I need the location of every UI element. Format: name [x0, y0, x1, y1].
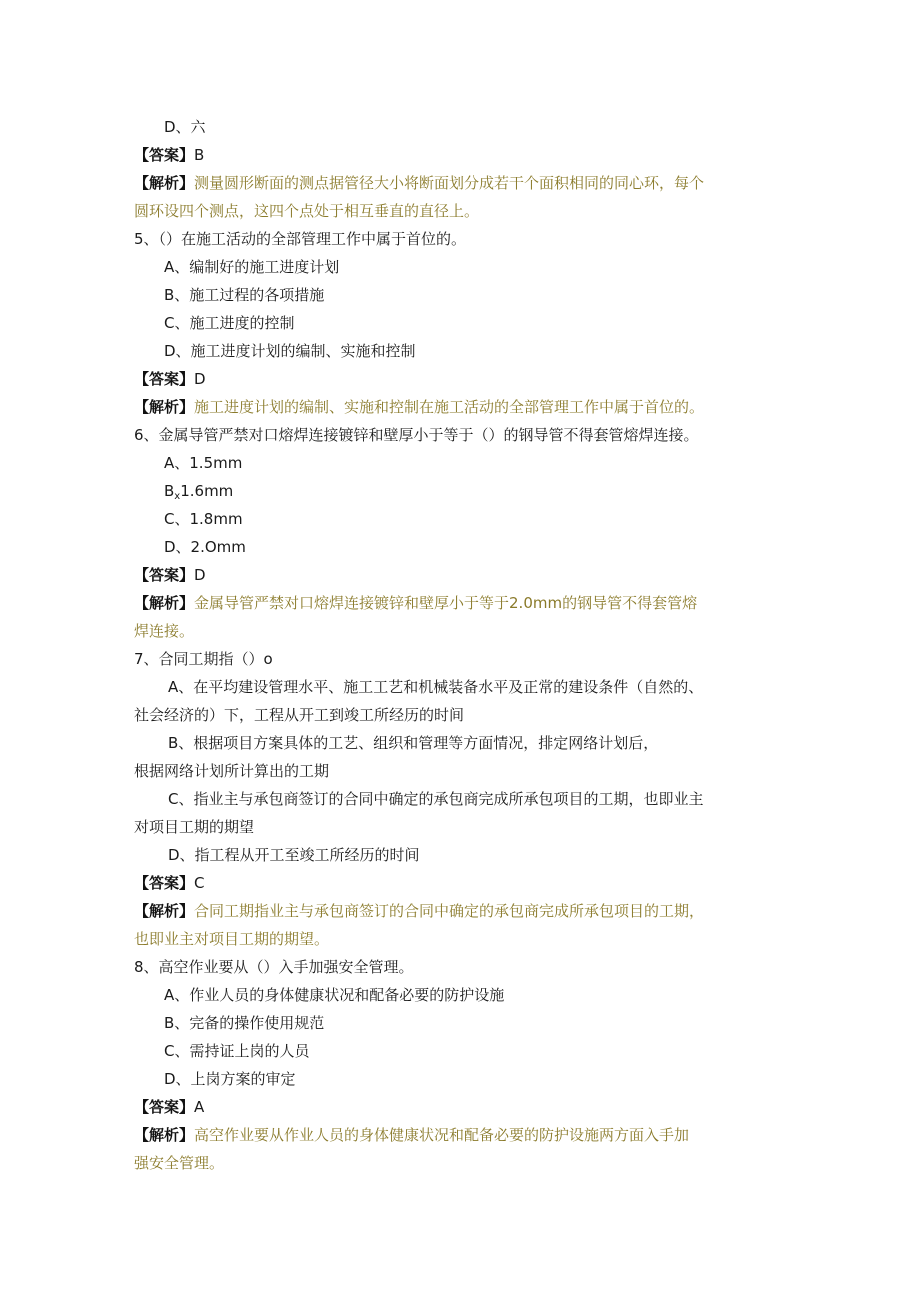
q6-option-b-letter: B — [164, 482, 175, 500]
explanation-label: 【解析】 — [134, 174, 195, 192]
q8-answer-line — [134, 1097, 204, 1117]
q8-explanation-text-1: 高空作业要从作业人员的身体健康状况和配备必要的防护设施两方面入手加 — [194, 1126, 690, 1144]
q4-explanation-text-1: 测量圆形断面的测点据管径大小将断面划分成若干个面积相同的同心环，每个 — [194, 174, 705, 192]
q5-answer: D — [194, 370, 206, 388]
q6-option-d: D、2.Omm — [164, 538, 246, 556]
q7-option-c-line-2: 对项目工期的期望 — [134, 818, 255, 836]
q8-answer: A — [194, 1098, 205, 1116]
answer-label: 【答案】 — [134, 874, 195, 892]
q8-option-a: A、作业人员的身体健康状况和配备必要的防护设施 — [164, 986, 505, 1004]
q5-option-a: A、编制好的施工进度计划 — [164, 258, 340, 276]
q8-option-d: D、上岗方案的审定 — [164, 1070, 296, 1088]
q6-question: 6、金属导管严禁对口熔焊连接镀锌和壁厚小于等于（）的钢导管不得套管熔焊连接。 — [134, 426, 699, 444]
q7-option-a-line-1: A、在平均建设管理水平、施工工艺和机械装备水平及正常的建设条件（自然的、 — [168, 678, 704, 696]
q6-explanation-line-1 — [134, 593, 697, 613]
q4-answer-line — [134, 145, 204, 165]
q6-answer-line — [134, 565, 206, 585]
q8-explanation-line-2: 强安全管理。 — [134, 1154, 225, 1172]
q5-option-b: B、施工过程的各项措施 — [164, 286, 325, 304]
q4-explanation-line-2: 圆环设四个测点，这四个点处于相互垂直的直径上。 — [134, 202, 480, 220]
answer-label: 【答案】 — [134, 370, 195, 388]
q7-option-b-line-1: B、根据项目方案具体的工艺、组织和管理等方面情况，排定网络计划后， — [168, 734, 659, 752]
q5-question: 5、（）在施工活动的全部管理工作中属于首位的。 — [134, 230, 467, 248]
explanation-label: 【解析】 — [134, 1126, 195, 1144]
q6-explanation-line-2: 焊连接。 — [134, 622, 195, 640]
q4-option-d: D、六 — [164, 118, 206, 136]
q6-option-a: A、1.5mm — [164, 454, 243, 472]
q8-option-b: B、完备的操作使用规范 — [164, 1014, 325, 1032]
explanation-label: 【解析】 — [134, 594, 195, 612]
q5-answer-line — [134, 369, 206, 389]
q8-option-c: C、需持证上岗的人员 — [164, 1042, 310, 1060]
q7-option-a-line-2: 社会经济的）下，工程从开工到竣工所经历的时间 — [134, 706, 465, 724]
q5-option-d: D、施工进度计划的编制、实施和控制 — [164, 342, 416, 360]
answer-label: 【答案】 — [134, 566, 195, 584]
q7-option-b-line-2: 根据网络计划所计算出的工期 — [134, 762, 330, 780]
q7-answer-line — [134, 873, 205, 893]
q5-explanation-line-1 — [134, 397, 704, 417]
answer-label: 【答案】 — [134, 1098, 195, 1116]
q7-explanation-line-2: 也即业主对项目工期的期望。 — [134, 930, 330, 948]
q6-option-b-sub: x — [174, 491, 181, 502]
answer-label: 【答案】 — [134, 146, 195, 164]
q4-explanation-line-1 — [134, 173, 704, 193]
q6-explanation-text-1: 金属导管严禁对口熔焊连接镀锌和壁厚小于等于2.0mm的钢导管不得套管熔 — [194, 594, 698, 612]
q5-explanation-text-1: 施工进度计划的编制、实施和控制在施工活动的全部管理工作中属于首位的。 — [194, 398, 705, 416]
q7-option-d: D、指工程从开工至竣工所经历的时间 — [168, 846, 420, 864]
q7-question: 7、合同工期指（）o — [134, 650, 273, 668]
q6-option-b — [164, 481, 233, 501]
q8-explanation-line-1 — [134, 1125, 689, 1145]
q7-answer: C — [194, 874, 205, 892]
q5-option-c: C、施工进度的控制 — [164, 314, 295, 332]
q7-explanation-text-1: 合同工期指业主与承包商签订的合同中确定的承包商完成所承包项目的工期， — [194, 902, 705, 920]
explanation-label: 【解析】 — [134, 902, 195, 920]
q7-option-c-line-1: C、指业主与承包商签订的合同中确定的承包商完成所承包项目的工期，也即业主 — [168, 790, 704, 808]
q8-question: 8、高空作业要从（）入手加强安全管理。 — [134, 958, 414, 976]
explanation-label: 【解析】 — [134, 398, 195, 416]
q6-option-c: C、1.8mm — [164, 510, 243, 528]
q6-answer: D — [194, 566, 206, 584]
q4-answer: B — [194, 146, 205, 164]
q7-explanation-line-1 — [134, 901, 704, 921]
q6-option-b-value: 1.6mm — [180, 482, 234, 500]
